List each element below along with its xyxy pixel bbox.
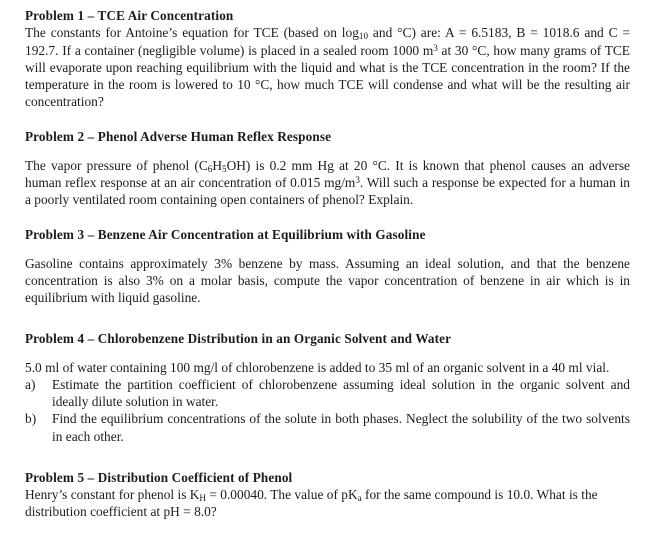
problem-2-text-part-3: OH) is 0.2 mm Hg at 20 °C. It is known that phenol causes an adverse human reflex response at an air concentration of 0.015 mg/m (25, 157, 631, 191)
problem-5-section (25, 470, 630, 521)
problem-5-heading: Problem 5 – Distribution Coefficient of Phenol (25, 469, 293, 485)
list-item (25, 376, 630, 410)
problem-5-subscript-h: H (199, 493, 207, 504)
problem-2-body (25, 157, 630, 209)
problem-2-subscript-6: 6 (207, 163, 213, 174)
problem-1-section (25, 8, 630, 110)
problem-1-superscript-cubic: 3 (433, 42, 438, 53)
problem-3-section (25, 227, 630, 306)
problem-2-superscript-cubic: 3 (355, 175, 360, 186)
problem-2-section (25, 129, 630, 208)
problem-1-heading: Problem 1 – TCE Air Concentration (25, 8, 234, 23)
problem-1-text-part-3: at 30 °C, how many grams of TCE will evaporate upon reaching equilibrium with the liquid and what is the TCE concentration in the room? If the temperature in the room is lowered to 10 °C, how much TCE will condense and what will be the resulting air concentration? (25, 42, 630, 110)
problem-5-text-part-1: Henry’s constant for phenol is K (25, 487, 200, 503)
problem-4-body: 5.0 ml of water containing 100 mg/l of chlorobenzene is added to 35 ml of an organic solvent in a 40 ml vial. (25, 359, 610, 375)
problem-3-body: Gasoline contains approximately 3% benzene by mass. Assuming an ideal solution, and that the benzene concentration is also 3% on a molar basis, compute the vapor concentration of benzene in air which is in equilibrium with liquid gasoline. (25, 255, 630, 306)
list-item (25, 410, 630, 444)
list-item-text: Estimate the partition coefficient of chlorobenzene assuming ideal solution in the organic solvent and ideally dilute solution in water. (52, 377, 630, 410)
problem-5-subscript-a: a (357, 493, 362, 504)
list-marker-b: b) (25, 411, 37, 427)
problem-1-subscript-10: 10 (358, 31, 369, 42)
problem-5-text-part-2: = 0.00040. The value of pK (206, 487, 358, 503)
problem-3-heading: Problem 3 – Benzene Air Concentration at Equilibrium with Gasoline (25, 227, 426, 243)
problem-1-text-part-2: and °C) are: A = 6.5183, B = 1018.6 and C = 192.7. If a container (negligible volume) is placed in a sealed room 1000 m (25, 25, 631, 58)
problem-2-heading: Problem 2 – Phenol Adverse Human Reflex Response (25, 129, 332, 145)
list-marker-a: a) (25, 377, 36, 393)
problem-2-text-part-4: . Will such a response be expected for a human in a poorly ventilated room containing open containers of phenol? Explain. (25, 175, 630, 208)
problem-4-list (25, 376, 630, 445)
problem-1-text-part-1: The constants for Antoine’s equation for TCE (based on log (25, 25, 359, 41)
list-item-text: Find the equilibrium concentrations of the solute in both phases. Neglect the solubility of the two solvents in each other. (52, 411, 630, 444)
problem-4-heading: Problem 4 – Chlorobenzene Distribution in an Organic Solvent and Water (25, 331, 452, 347)
problem-2-text-part-2: H (212, 157, 222, 173)
problem-5-text-part-3: for the same compound is 10.0. What is the distribution coefficient at pH = 8.0? (25, 487, 598, 520)
problem-1-body (25, 24, 630, 110)
problem-4-section (25, 331, 630, 444)
problem-2-subscript-5: 5 (222, 163, 227, 174)
problem-5-body (25, 486, 630, 520)
problem-2-text-part-1: The vapor pressure of phenol (C (25, 157, 208, 173)
